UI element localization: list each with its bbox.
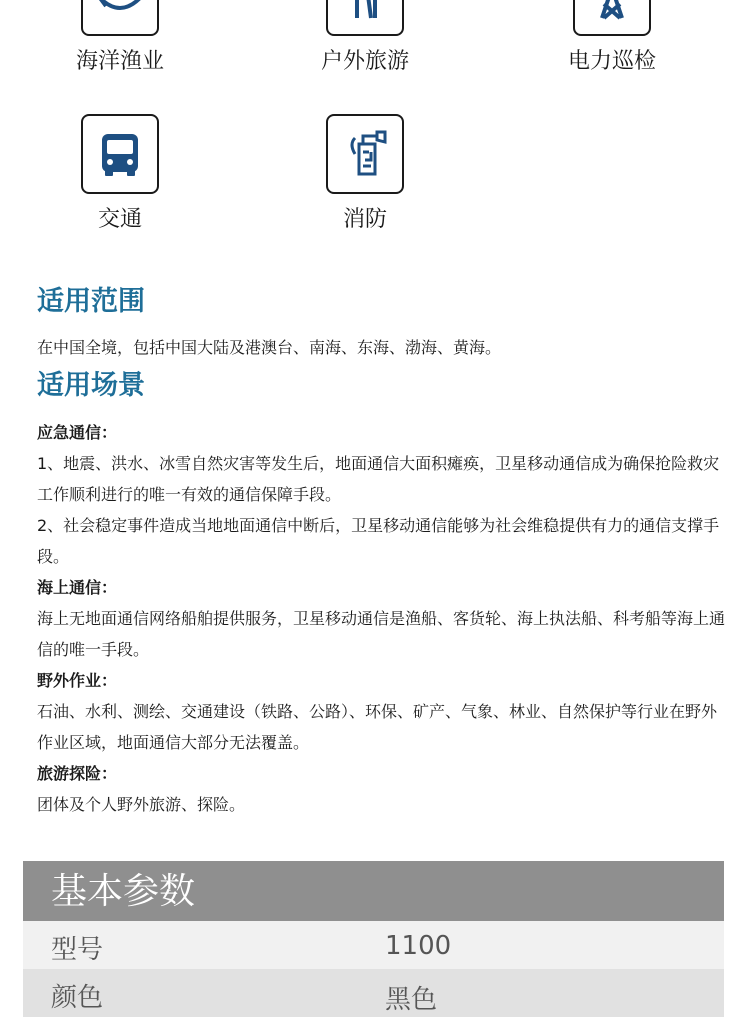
- scene-heading-maritime: 海上通信：: [37, 578, 118, 597]
- scenes-body: [37, 417, 727, 820]
- param-value: 黑色: [385, 985, 438, 1015]
- scene-line: 石油、水利、测绘、交通建设（铁路、公路）、环保、矿产、气象、林业、自然保护等行业在野外作业区域，地面通信大部分无法覆盖。: [37, 702, 718, 752]
- scene-line: 团体及个人野外旅游、探险。: [37, 795, 246, 814]
- icon-label: 交通: [97, 207, 142, 232]
- icon-label: 户外旅游: [320, 49, 409, 74]
- icon-cell-traffic: [40, 114, 200, 234]
- params-title: 基本参数: [23, 861, 724, 921]
- icon-label: 海洋渔业: [75, 49, 164, 74]
- param-key: 颜色: [51, 983, 104, 1013]
- param-key: 型号: [51, 935, 104, 965]
- scene-heading-emergency: 应急通信：: [37, 423, 118, 442]
- scene-heading-travel: 旅游探险：: [37, 764, 118, 783]
- icon-cell-outdoor: [285, 0, 445, 76]
- fire-extinguisher-icon: [326, 114, 404, 194]
- hiker-icon: [326, 0, 404, 36]
- power-tower-icon: [573, 0, 651, 36]
- scene-line: 2、社会稳定事件造成当地地面通信中断后，卫星移动通信能够为社会维稳提供有力的通信支撑手段。: [37, 516, 720, 566]
- icon-label: 消防: [342, 207, 387, 232]
- scene-line: 1、地震、洪水、冰雪自然灾害等发生后，地面通信大面积瘫痪，卫星移动通信成为确保抢险救灾工作顺利进行的唯一有效的通信保障手段。: [37, 454, 720, 504]
- scene-heading-fieldwork: 野外作业：: [37, 671, 118, 690]
- scope-title: 适用范围: [37, 286, 145, 317]
- bus-icon: [81, 114, 159, 194]
- params-row-model: [23, 921, 724, 969]
- fish-icon: [81, 0, 159, 36]
- params-row-color: [23, 969, 724, 1017]
- param-value: 1100: [385, 931, 452, 961]
- icon-cell-fishery: [40, 0, 200, 76]
- icon-label: 电力巡检: [567, 49, 656, 74]
- icon-cell-power: [532, 0, 692, 76]
- scenes-title: 适用场景: [37, 370, 145, 401]
- icon-cell-fire: [285, 114, 445, 234]
- scope-text: 在中国全境，包括中国大陆及港澳台、南海、东海、渤海、黄海。: [37, 338, 502, 357]
- params-table: [23, 861, 724, 1017]
- scene-line: 海上无地面通信网络船舶提供服务，卫星移动通信是渔船、客货轮、海上执法船、科考船等海上通信的唯一手段。: [37, 609, 726, 659]
